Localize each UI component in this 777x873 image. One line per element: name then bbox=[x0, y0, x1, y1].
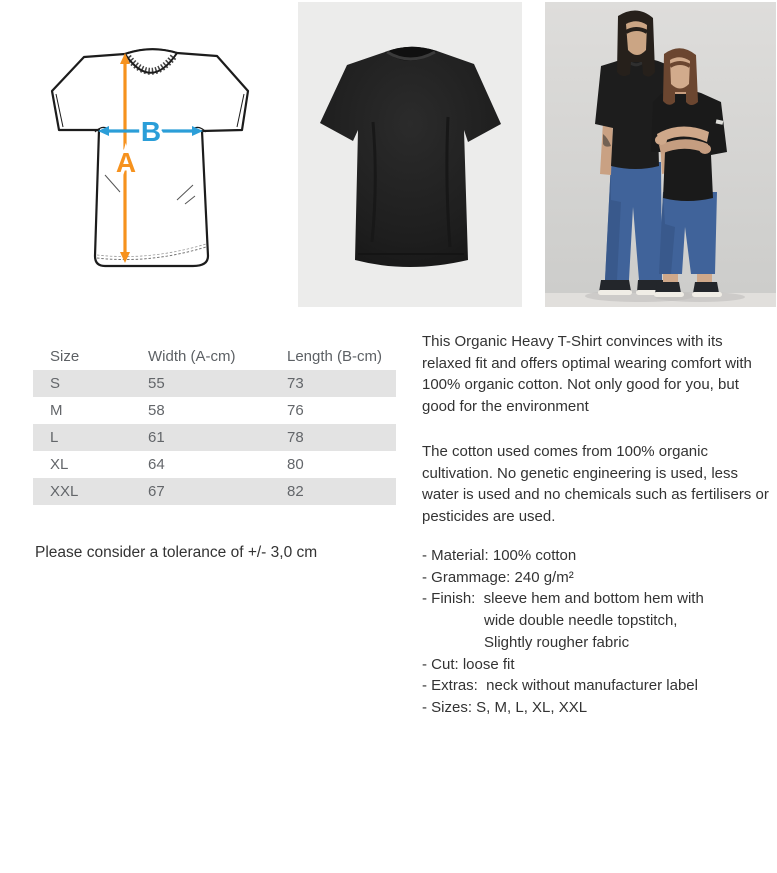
cell-width: 67 bbox=[148, 483, 165, 500]
detail-grammage: - Grammage: 240 g/m² bbox=[422, 568, 574, 586]
product-photo bbox=[298, 2, 522, 307]
size-table-header-width: Width (A-cm) bbox=[148, 348, 236, 365]
detail-finish-continued-2: Slightly rougher fabric bbox=[484, 633, 630, 651]
measurement-diagram-image bbox=[25, 0, 270, 308]
table-row-m bbox=[33, 397, 396, 424]
tolerance-note: Please consider a tolerance of +/- 3,0 cm bbox=[35, 544, 318, 561]
width-label-b: B bbox=[140, 116, 162, 147]
cell-length: 80 bbox=[287, 456, 304, 473]
cell-width: 55 bbox=[148, 375, 165, 392]
cell-length: 82 bbox=[287, 483, 304, 500]
description-paragraph-2: The cotton used comes from 100% organic cultivation. No genetic engineering is used, less water is used and no chemicals such as fertilisers or pesticides are used. bbox=[422, 443, 769, 525]
black-tshirt-photo-icon bbox=[298, 2, 522, 307]
cell-width: 58 bbox=[148, 402, 165, 419]
product-description bbox=[422, 331, 770, 719]
cell-size: M bbox=[50, 402, 63, 419]
size-table bbox=[33, 345, 396, 505]
cell-width: 64 bbox=[148, 456, 165, 473]
cell-size: L bbox=[50, 429, 59, 446]
detail-material: - Material: 100% cotton bbox=[422, 547, 577, 564]
cell-size: XXL bbox=[50, 483, 79, 500]
product-details-list bbox=[422, 545, 770, 719]
detail-finish-continued: wide double needle topstitch, bbox=[484, 612, 678, 630]
table-row-xxl bbox=[33, 478, 396, 505]
cell-size: XL bbox=[50, 456, 69, 473]
size-table-header-length: Length (B-cm) bbox=[287, 348, 383, 365]
tshirt-measurement-diagram-icon bbox=[25, 0, 270, 308]
detail-sizes: - Sizes: S, M, L, XL, XXL bbox=[422, 698, 588, 716]
table-row-l bbox=[33, 424, 396, 451]
length-label-a: A bbox=[115, 147, 137, 178]
table-row-xl bbox=[33, 451, 396, 478]
detail-extras: - Extras: neck without manufacturer label bbox=[422, 677, 698, 695]
detail-cut: - Cut: loose fit bbox=[422, 655, 515, 673]
cell-length: 73 bbox=[287, 375, 304, 392]
size-table-header-size: Size bbox=[50, 348, 80, 365]
table-row-s bbox=[33, 370, 396, 397]
cell-width: 61 bbox=[148, 429, 165, 446]
detail-finish: - Finish: sleeve hem and bottom hem with bbox=[422, 590, 704, 608]
size-table-header-row bbox=[33, 345, 396, 370]
models-wearing-tshirts-photo-icon bbox=[545, 2, 776, 307]
description-paragraph-1: This Organic Heavy T-Shirt convinces with its relaxed fit and offers optimal wearing comfort with 100% organic cotton. Not only good for you, but good for the environment bbox=[422, 333, 752, 415]
cell-size: S bbox=[50, 375, 61, 392]
models-photo bbox=[545, 2, 776, 307]
cell-length: 76 bbox=[287, 402, 304, 419]
cell-length: 78 bbox=[287, 429, 304, 446]
